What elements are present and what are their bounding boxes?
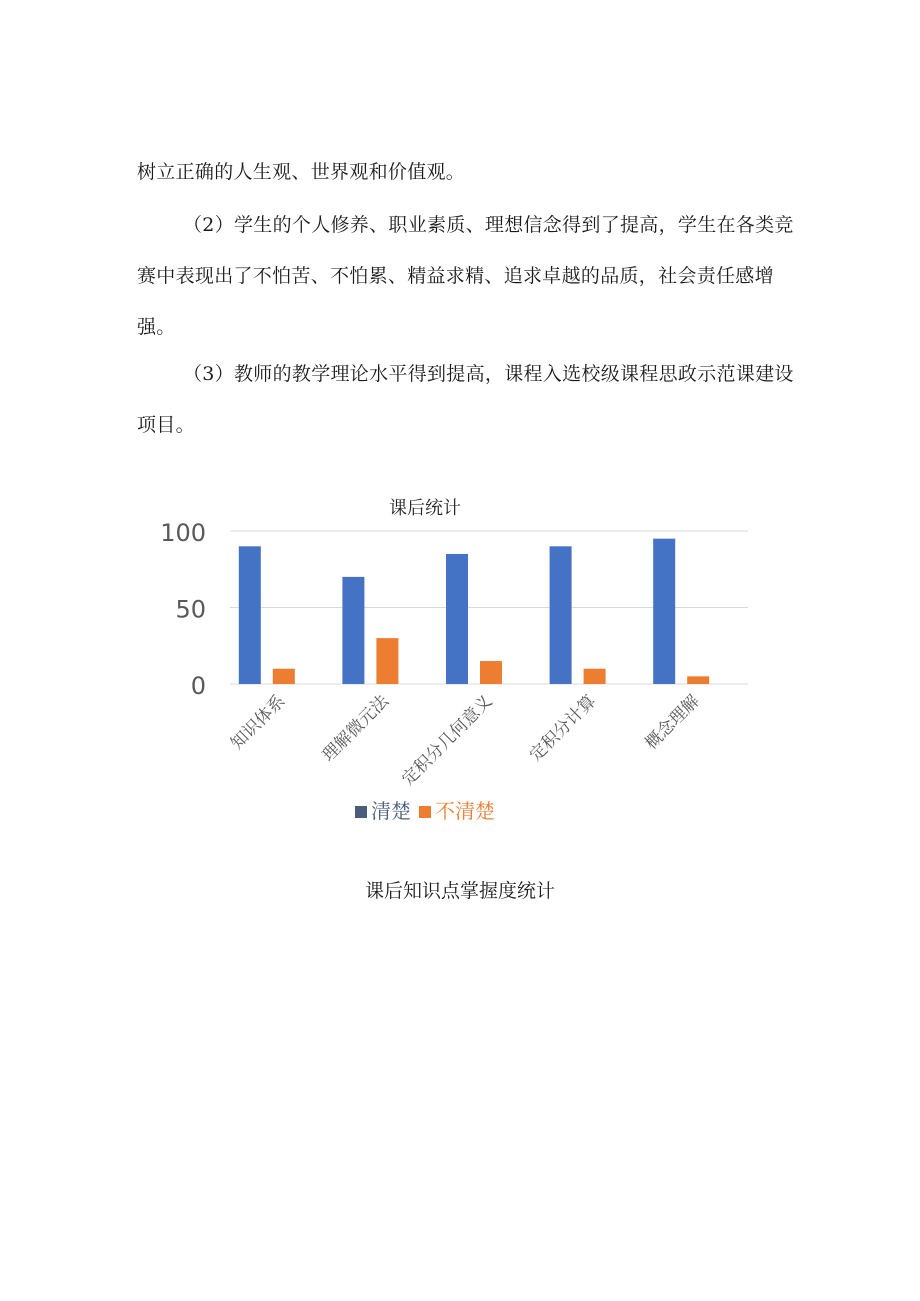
bar-clear	[446, 554, 468, 684]
y-tick-label: 100	[160, 519, 206, 547]
legend-swatch	[419, 806, 431, 818]
x-category-label: 理解微元法	[318, 691, 393, 766]
bar-chart	[150, 488, 770, 838]
x-category-label: 概念理解	[641, 691, 704, 754]
paragraph-2: （2）学生的个人修养、职业素质、理想信念得到了提高，学生在各类竞赛中表现出了不怕苦、不怕累、精益求精、追求卓越的品质，社会责任感增强。	[137, 214, 794, 338]
y-tick-label: 50	[175, 595, 206, 624]
bar-unclear	[584, 669, 606, 684]
bar-clear	[239, 546, 261, 684]
figure-caption: 课后知识点掌握度统计	[364, 880, 555, 902]
x-category-label: 定积分计算	[525, 691, 601, 766]
y-tick-label: 0	[190, 672, 206, 700]
legend-label: 不清楚	[435, 799, 495, 823]
bar-clear	[550, 546, 572, 684]
bar-unclear	[480, 661, 502, 684]
legend-label: 清楚	[371, 799, 411, 823]
x-category-label: 定积分几何意义	[398, 691, 497, 790]
paragraph-continuation: 树立正确的人生观、世界观和价值观。	[137, 161, 466, 183]
chart-title: 课后统计	[389, 498, 461, 519]
bar-unclear	[687, 676, 709, 684]
legend-swatch	[355, 806, 367, 818]
bar-unclear	[273, 669, 295, 684]
bar-clear	[653, 539, 675, 684]
paragraph-3: （3）教师的教学理论水平得到提高，课程入选校级课程思政示范课建设项目。	[137, 363, 794, 436]
bar-clear	[342, 577, 364, 684]
x-category-label: 知识体系	[227, 691, 290, 754]
bar-unclear	[376, 638, 398, 684]
